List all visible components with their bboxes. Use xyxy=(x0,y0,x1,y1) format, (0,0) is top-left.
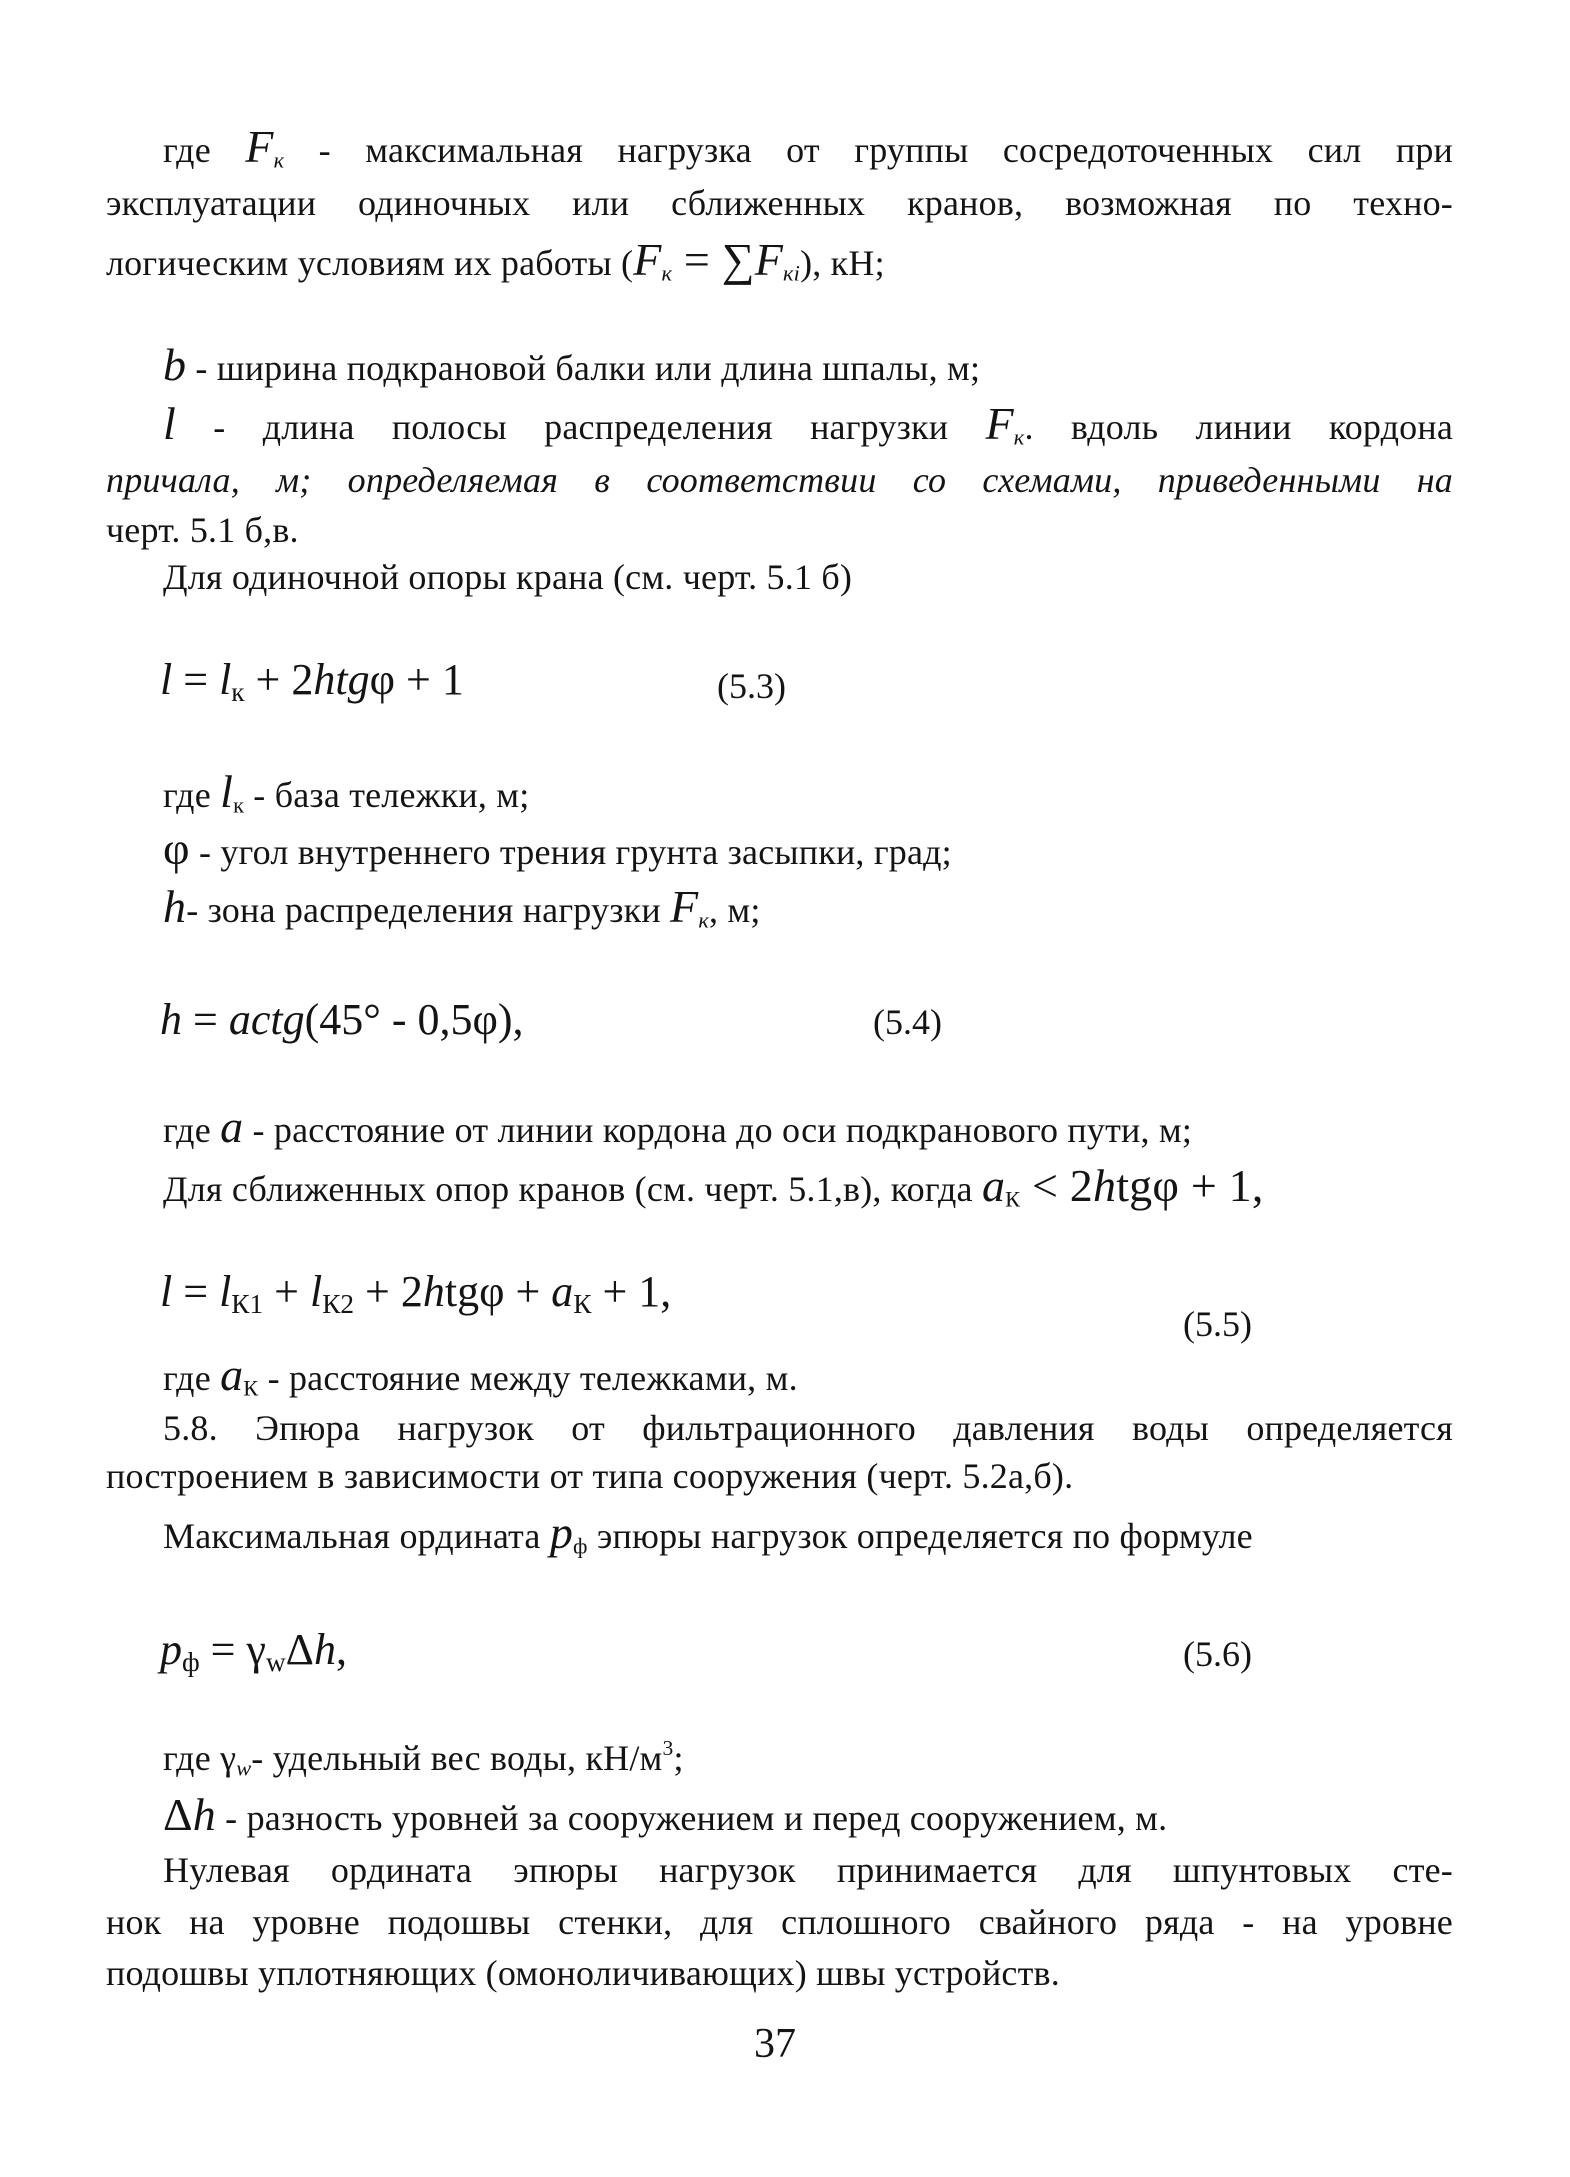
math-subscript: К1 xyxy=(231,1288,264,1319)
text-fragment: - ширина подкрановой балки или длина шпалы, м; xyxy=(186,348,981,388)
text-fragment: логическим условиям их работы ( xyxy=(106,243,634,283)
math-subscript: к xyxy=(1013,424,1025,450)
text-line xyxy=(163,1404,1453,1452)
text-fragment: , м; xyxy=(708,890,761,930)
math-operator: = xyxy=(172,655,220,704)
equation-5-4 xyxy=(160,990,524,1050)
math-symbol: l xyxy=(160,655,173,704)
definition-dh xyxy=(163,1791,1167,1842)
text-fragment: - разность уровней за сооружением и перед сооружением, м. xyxy=(215,1798,1168,1838)
text-line xyxy=(106,1452,1073,1500)
text-fragment: Для сближенных опор кранов (см. черт. 5.1,в), когда xyxy=(163,1169,982,1209)
math-subscript: w xyxy=(236,1755,252,1781)
page-number: 37 xyxy=(754,2021,796,2067)
math-subscript: ф xyxy=(573,1533,588,1559)
text-line xyxy=(106,1898,1453,1946)
text-fragment: ), кН; xyxy=(800,243,885,283)
math-symbol: h xyxy=(422,1267,445,1316)
math-symbol: l xyxy=(220,766,234,817)
math-symbol: l xyxy=(309,1267,323,1316)
text-fragment: - зона распределения нагрузки xyxy=(186,890,671,930)
text-fragment: черт. 5.1 б,в. xyxy=(106,510,299,550)
text-line xyxy=(106,456,1453,504)
definition-h xyxy=(163,883,761,934)
math-operator: = xyxy=(182,995,229,1044)
text-fragment: . вдоль линии кордона xyxy=(1024,407,1453,447)
math-subscript: К2 xyxy=(322,1288,355,1319)
math-symbol: h xyxy=(1093,1160,1117,1211)
equation-5-6 xyxy=(160,1620,347,1680)
math-subscript: К xyxy=(243,1375,259,1401)
math-symbol: a xyxy=(981,1160,1006,1211)
text-line xyxy=(163,400,1453,451)
math-symbol: l xyxy=(160,1267,173,1316)
equation-number: (5.5) xyxy=(1183,1304,1252,1344)
text-fragment: где xyxy=(163,1110,221,1150)
equation-5-3 xyxy=(160,650,464,710)
math-symbol: φ xyxy=(163,823,190,874)
text-line xyxy=(163,1509,1253,1560)
math-symbol: actg xyxy=(228,995,305,1044)
equation-5-5 xyxy=(160,1262,671,1322)
definition-phi xyxy=(163,825,952,876)
text-fragment: - угол внутреннего трения грунта засыпки, град; xyxy=(189,832,952,872)
math-symbol: h xyxy=(192,1789,216,1840)
math-subscript: к xyxy=(698,907,709,933)
math-operator: = xyxy=(172,1267,220,1316)
math-subscript: ф xyxy=(182,1646,200,1677)
text-line xyxy=(163,123,1453,174)
text-fragment: где xyxy=(163,1738,221,1778)
math-symbol: l xyxy=(163,398,176,449)
text-line xyxy=(163,553,852,601)
math-symbol: a xyxy=(551,1267,574,1316)
math-symbol: F xyxy=(985,398,1014,449)
text-line xyxy=(163,1162,1264,1213)
math-operator: = ∑ xyxy=(672,234,755,285)
math-operator: φ + 1 xyxy=(369,655,464,704)
math-subscript: к xyxy=(661,260,673,286)
equation-number: (5.6) xyxy=(1183,1634,1252,1674)
text-line xyxy=(163,1846,1453,1894)
text-fragment: эпюры нагрузок определяется по формуле xyxy=(587,1516,1253,1556)
text-fragment: подошвы уплотняющих (омоноличивающих) швы устройств. xyxy=(106,1953,1060,1993)
math-operator: < 2 xyxy=(1020,1160,1093,1211)
math-operator: tgφ + 1, xyxy=(1116,1160,1264,1211)
math-symbol: b xyxy=(163,339,187,390)
text-fragment: Для одиночной опоры крана (см. черт. 5.1 б) xyxy=(163,557,853,597)
math-operator: + 2 xyxy=(244,655,314,704)
definition-lk xyxy=(163,768,529,819)
text-fragment: построением в зависимости от типа сооружения (черт. 5.2а,б). xyxy=(106,1456,1074,1496)
text-line xyxy=(106,506,299,554)
math-subscript: К xyxy=(1005,1186,1021,1212)
math-operator: + 1, xyxy=(591,1267,672,1316)
math-symbol: F xyxy=(633,234,662,285)
text-line xyxy=(106,236,885,287)
math-superscript: 3 xyxy=(662,1735,674,1760)
math-symbol: p xyxy=(160,1625,182,1674)
text-fragment: Максимальная ордината xyxy=(163,1516,550,1556)
math-operator: (45° - 0,5φ), xyxy=(304,995,524,1044)
math-symbol: γ xyxy=(220,1738,237,1778)
text-fragment: - база тележки, м; xyxy=(244,775,530,815)
text-fragment: где xyxy=(163,130,246,170)
text-fragment: где xyxy=(163,1358,221,1398)
text-fragment: 5.8. Эпюра нагрузок от фильтрационного давления воды определяется xyxy=(163,1408,1453,1448)
math-symbol: γ xyxy=(246,1625,266,1674)
math-symbol: a xyxy=(220,1101,244,1152)
definition-ak xyxy=(163,1351,798,1402)
text-fragment: эксплуатации одиночных или сближенных кранов, возможная по техно- xyxy=(106,183,1453,223)
math-symbol: F xyxy=(670,881,699,932)
math-operator: tgφ + xyxy=(444,1267,552,1316)
text-fragment: - расстояние между тележками, м. xyxy=(258,1358,798,1398)
text-line xyxy=(106,179,1453,227)
text-fragment: - расстояние от линии кордона до оси подкранового пути, м; xyxy=(243,1110,1193,1150)
math-subscript: к xyxy=(231,676,245,707)
text-fragment: где xyxy=(163,775,221,815)
math-symbol: a xyxy=(220,1349,244,1400)
math-symbol: htg xyxy=(313,655,370,704)
equation-number: (5.4) xyxy=(873,1002,942,1042)
math-symbol: h xyxy=(313,1625,336,1674)
math-symbol: Δ xyxy=(285,1625,314,1674)
definition-a xyxy=(163,1103,1192,1154)
text-line xyxy=(106,1949,1060,1997)
text-fragment: Нулевая ордината эпюры нагрузок принимается для шпунтовых сте- xyxy=(163,1850,1453,1890)
math-symbol: l xyxy=(219,1267,232,1316)
text-fragment: - максимальная нагрузка от группы сосредоточенных сил при xyxy=(284,130,1453,170)
math-operator: + xyxy=(263,1267,310,1316)
text-fragment: нок на уровне подошвы стенки, для сплошного свайного ряда - на уровне xyxy=(106,1902,1453,1942)
definition-b xyxy=(163,341,980,392)
math-symbol: Δ xyxy=(163,1789,193,1840)
definition-gw xyxy=(163,1734,684,1782)
math-symbol: h xyxy=(163,881,187,932)
math-subscript: w xyxy=(265,1646,286,1677)
math-symbol: p xyxy=(549,1507,574,1558)
equation-number: (5.3) xyxy=(717,666,786,706)
text-fragment: ; xyxy=(673,1738,684,1778)
math-subscript: К xyxy=(573,1288,592,1319)
math-operator: , xyxy=(335,1625,347,1674)
math-subscript: кi xyxy=(783,260,801,286)
math-symbol: l xyxy=(219,655,232,704)
math-symbol: F xyxy=(754,234,784,285)
text-fragment: причала, м; определяемая в соответствии со схемами, приведенными на xyxy=(106,460,1453,500)
math-subscript: к xyxy=(233,792,245,818)
math-subscript: к xyxy=(273,147,285,173)
math-symbol: F xyxy=(245,121,274,172)
text-fragment: - удельный вес воды, кН/м xyxy=(251,1738,663,1778)
math-operator: + 2 xyxy=(354,1267,423,1316)
math-symbol: h xyxy=(160,995,182,1044)
text-fragment: - длина полосы распределения нагрузки xyxy=(175,407,986,447)
math-operator: = xyxy=(199,1625,247,1674)
